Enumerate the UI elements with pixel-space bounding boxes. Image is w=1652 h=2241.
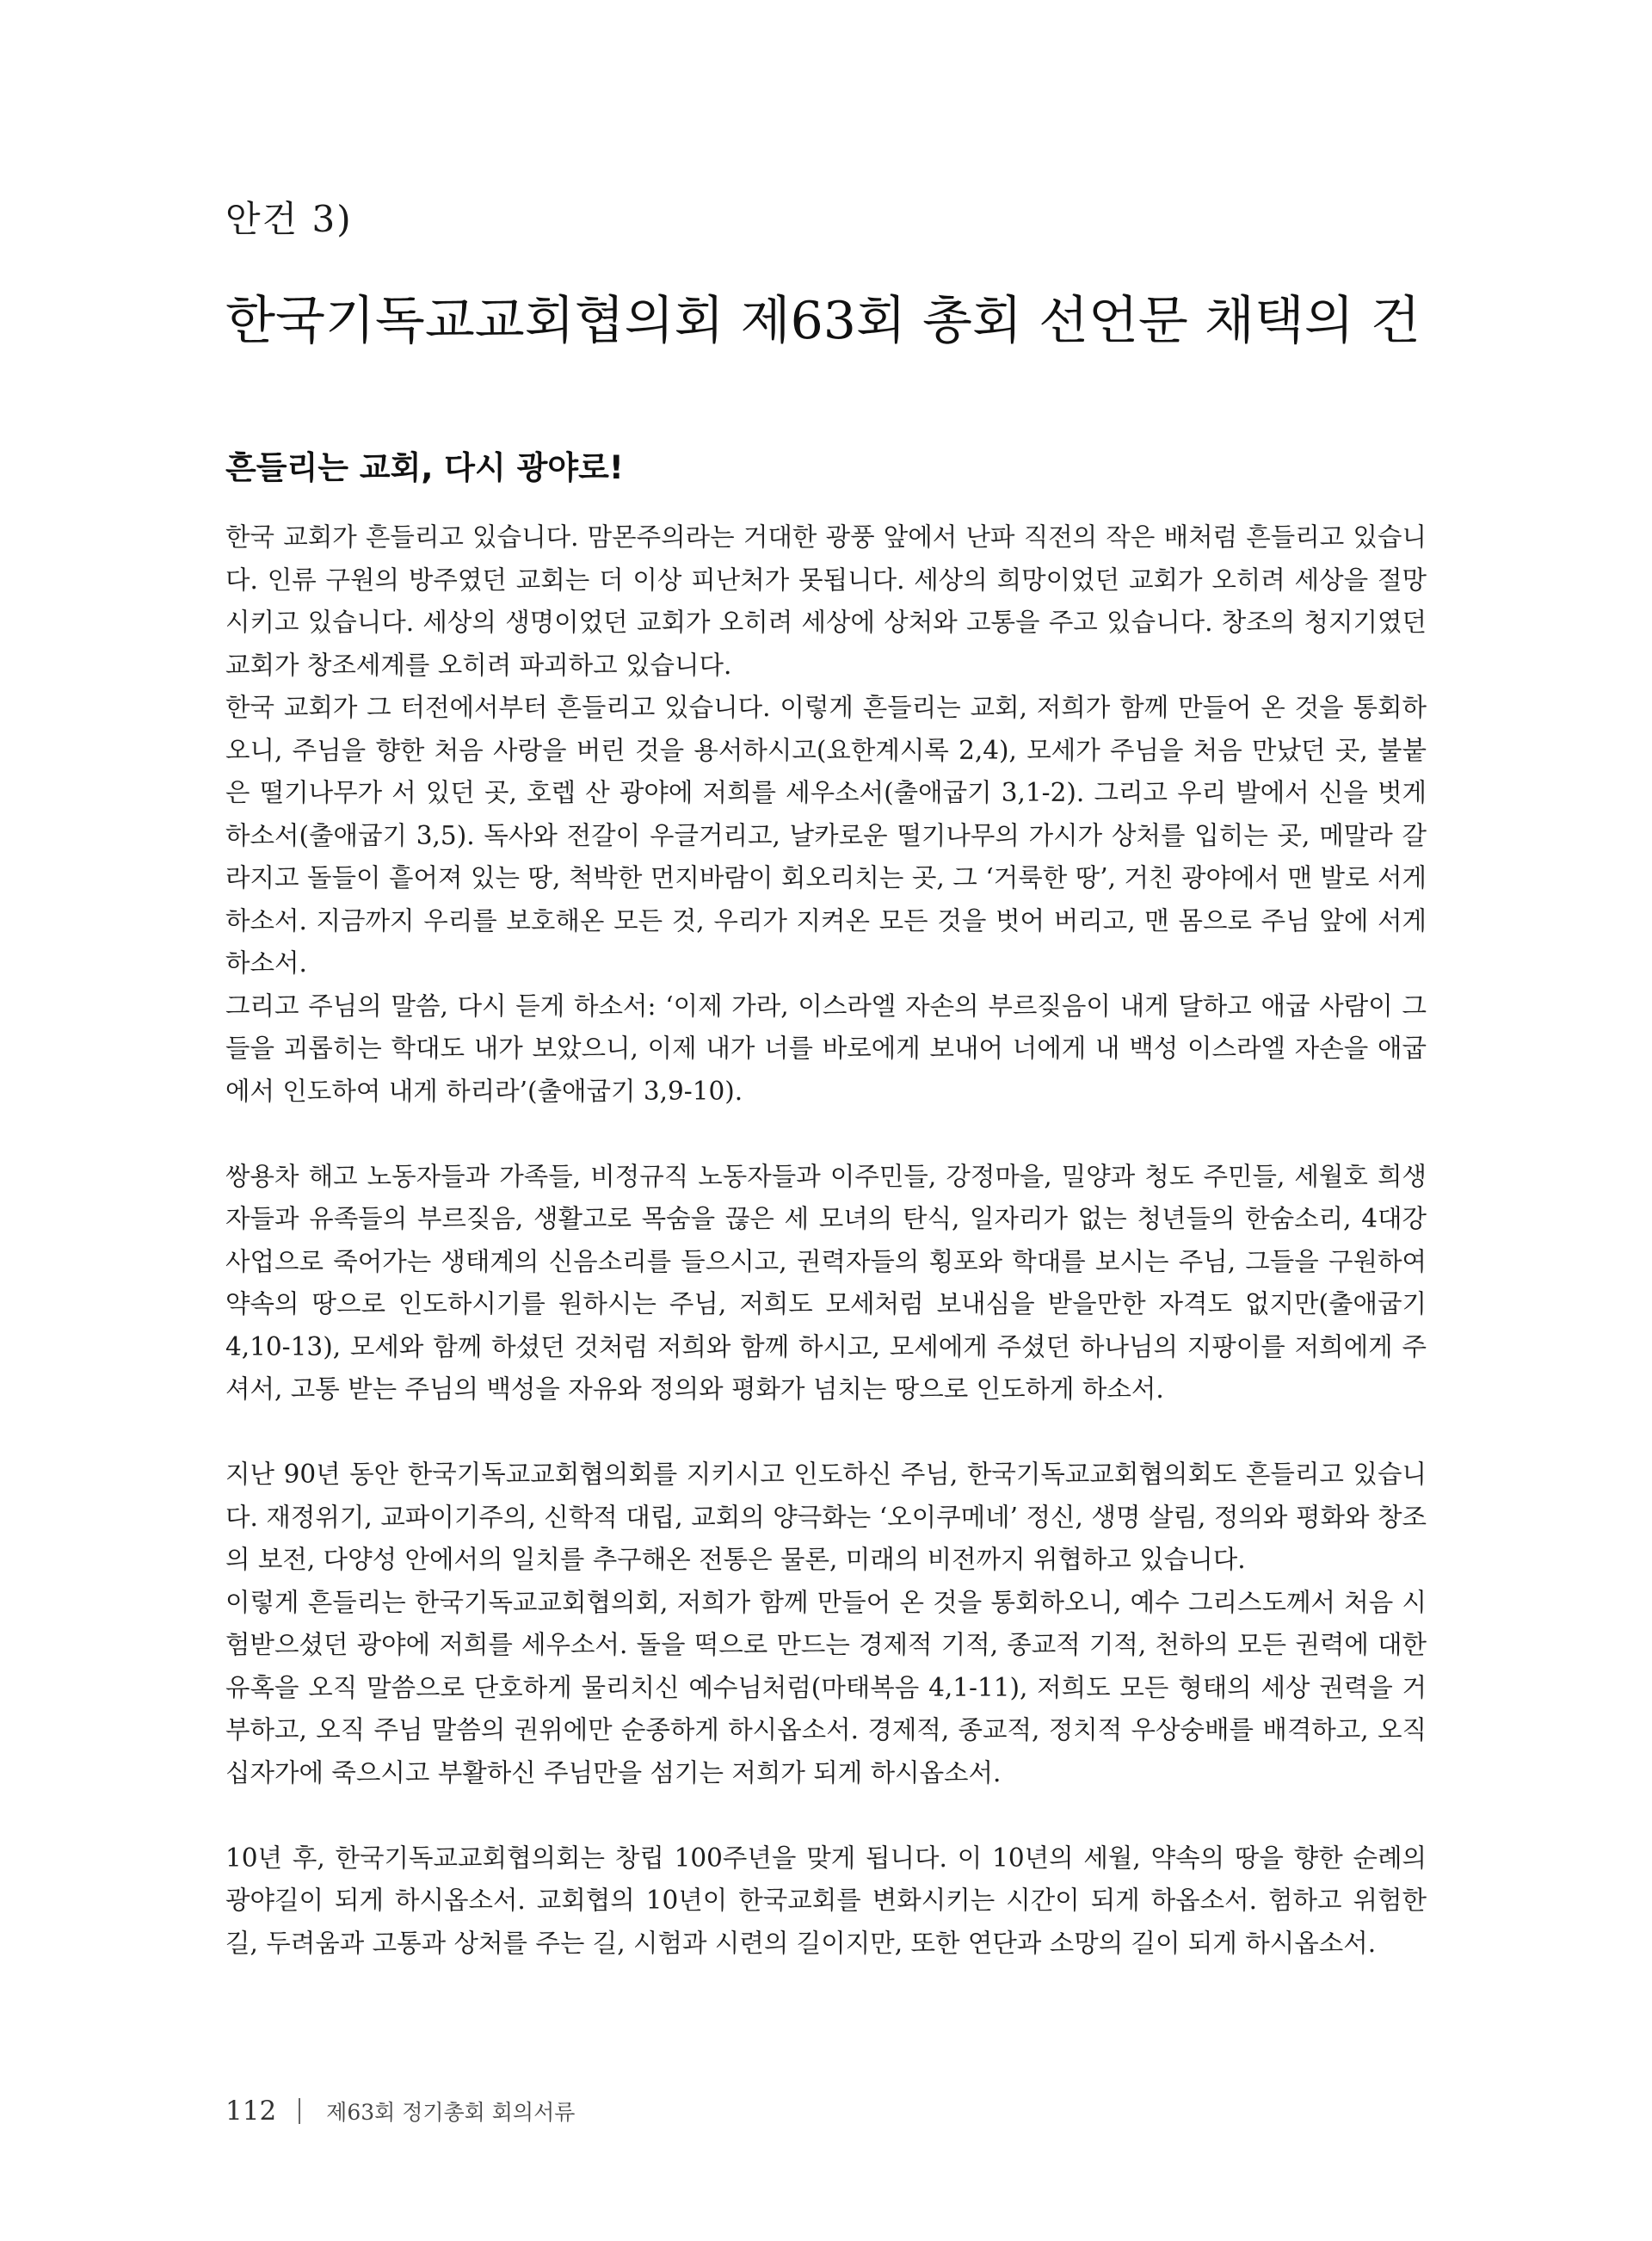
page-number: 112 [225, 2096, 277, 2127]
body-text [225, 516, 1427, 1965]
paragraph-6: 이렇게 흔들리는 한국기독교교회협의회, 저희가 함께 만들어 온 것을 통회하오니, 예수 그리스도께서 처음 시험받으셨던 광야에 저희를 세우소서. 돌을 떡으로 만드는 경제적 기적, 종교적 기적, 천하의 모든 권력에 대한 유혹을 오직 말씀으로 단호하게 물리치신 예수님처럼(마태복음 4,1-11), 저희도 모든 형태의 세상 권력을 거부하고, 오직 주님 말씀의 권위에만 순종하게 하시옵소서. 경제적, 종교적, 정치적 우상숭배를 배격하고, 오직 십자가에 죽으시고 부활하신 주님만을 섬기는 저희가 되게 하시옵소서. [225, 1587, 1427, 1787]
page-footer [225, 2096, 575, 2127]
paragraph-gap [225, 1794, 1427, 1837]
paragraph-7: 10년 후, 한국기독교교회협의회는 창립 100주년을 맞게 됩니다. 이 10년의 세월, 약속의 땅을 향한 순례의 광야길이 되게 하시옵소서. 교회협의 10년이 한국교회를 변화시키는 시간이 되게 하옵소서. 험하고 위험한 길, 두려움과 고통과 상처를 주는 길, 시험과 시련의 길이지만, 또한 연단과 소망의 길이 되게 하시옵소서. [225, 1843, 1427, 1958]
agenda-label: 안건 3) [225, 198, 353, 240]
section-heading: 흔들리는 교회, 다시 광야로! [225, 449, 624, 486]
document-title: 한국기독교교회협의회 제63회 총회 선언문 채택의 건 [225, 291, 1421, 351]
footer-document-name: 제63회 정기총회 회의서류 [326, 2100, 576, 2125]
paragraph-gap [225, 1113, 1427, 1156]
paragraph-2: 한국 교회가 그 터전에서부터 흔들리고 있습니다. 이렇게 흔들리는 교회, 저희가 함께 만들어 온 것을 통회하오니, 주님을 향한 처음 사랑을 버린 것을 용서하시고(요한계시록 2,4), 모세가 주님을 처음 만났던 곳, 불붙은 떨기나무가 서 있던 곳, 호렙 산 광야에 저희를 세우소서(출애굽기 3,1-2). 그리고 우리 발에서 신을 벗게 하소서(출애굽기 3,5). 독사와 전갈이 우글거리고, 날카로운 떨기나무의 가시가 상처를 입히는 곳, 메말라 갈라지고 돌들이 흩어져 있는 땅, 척박한 먼지바람이 회오리치는 곳, 그 ‘거룩한 땅’, 거친 광야에서 맨 발로 서게 하소서. 지금까지 우리를 보호해온 모든 것, 우리가 지켜온 모든 것을 벗어 버리고, 맨 몸으로 주님 앞에 서게 하소서. [225, 693, 1427, 978]
document-page [225, 0, 1427, 2241]
footer-divider [299, 2098, 300, 2124]
paragraph-5: 지난 90년 동안 한국기독교교회협의회를 지키시고 인도하신 주님, 한국기독교교회협의회도 흔들리고 있습니다. 재정위기, 교파이기주의, 신학적 대립, 교회의 양극화는 ‘오이쿠메네’ 정신, 생명 살림, 정의와 평화와 창조의 보전, 다양성 안에서의 일치를 추구해온 전통은 물론, 미래의 비전까지 위협하고 있습니다. [225, 1460, 1427, 1574]
paragraph-1: 한국 교회가 흔들리고 있습니다. 맘몬주의라는 거대한 광풍 앞에서 난파 직전의 작은 배처럼 흔들리고 있습니다. 인류 구원의 방주였던 교회는 더 이상 피난처가 못됩니다. 세상의 희망이었던 교회가 오히려 세상을 절망시키고 있습니다. 세상의 생명이었던 교회가 오히려 세상에 상처와 고통을 주고 있습니다. 창조의 청지기였던 교회가 창조세계를 오히려 파괴하고 있습니다. [225, 522, 1427, 680]
paragraph-4: 쌍용차 해고 노동자들과 가족들, 비정규직 노동자들과 이주민들, 강정마을, 밀양과 청도 주민들, 세월호 희생자들과 유족들의 부르짖음, 생활고로 목숨을 끊은 세 모녀의 탄식, 일자리가 없는 청년들의 한숨소리, 4대강 사업으로 죽어가는 생태계의 신음소리를 들으시고, 권력자들의 횡포와 학대를 보시는 주님, 그들을 구원하여 약속의 땅으로 인도하시기를 원하시는 주님, 저희도 모세처럼 보내심을 받을만한 자격도 없지만(출애굽기 4,10-13), 모세와 함께 하셨던 것처럼 저희와 함께 하시고, 모세에게 주셨던 하나님의 지팡이를 저희에게 주셔서, 고통 받는 주님의 백성을 자유와 정의와 평화가 넘치는 땅으로 인도하게 하소서. [225, 1161, 1427, 1404]
paragraph-gap [225, 1411, 1427, 1454]
paragraph-3: 그리고 주님의 말씀, 다시 듣게 하소서: ‘이제 가라, 이스라엘 자손의 부르짖음이 내게 달하고 애굽 사람이 그들을 괴롭히는 학대도 내가 보았으니, 이제 내가 너를 바로에게 보내어 너에게 내 백성 이스라엘 자손을 애굽에서 인도하여 내게 하리라’(출애굽기 3,9-10). [225, 991, 1427, 1106]
